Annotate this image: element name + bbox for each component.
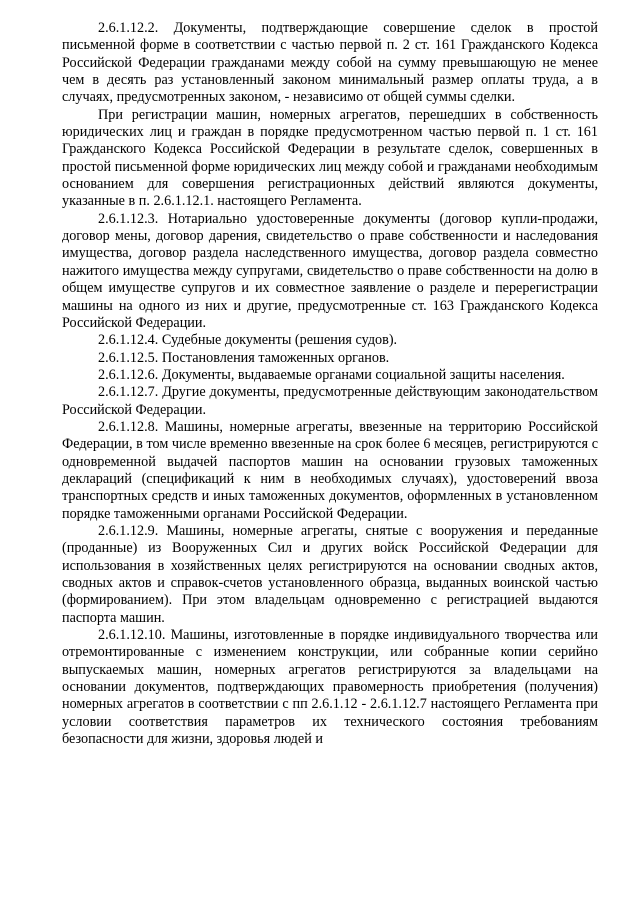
paragraph-registration-note: При регистрации машин, номерных агрегатов, перешедших в собственность юридических лиц и граждан в порядке предусмотренном частью первой п. 1 ст. 161 Гражданского Кодекса Российской Федерации в результате сделок, совершенных в простой письменной форме юридических лиц между собой и гражданами необходимым основанием для совершения регистрационных действий являются документы, указанные в п. 2.6.1.12.1. настоящего Регламента. bbox=[62, 106, 598, 210]
paragraph-2-6-1-12-10: 2.6.1.12.10. Машины, изготовленные в порядке индивидуального творчества или отремонтированные с изменением конструкции, или собранные копии серийно выпускаемых машин, номерных агрегатов регистрируются за владельцами на основании документов, подтверждающих правомерность приобретения (получения) номерных агрегатов в соответствии с пп 2.6.1.12 - 2.6.1.12.7 настоящего Регламента при условии соответствия параметров их технического состояния требованиям безопасности для жизни, здоровья людей и bbox=[62, 627, 598, 748]
paragraph-2-6-1-12-8: 2.6.1.12.8. Машины, номерные агрегаты, ввезенные на территорию Российской Федерации, в том числе временно ввезенные на срок более 6 месяцев, регистрируются с одновременной выдачей паспортов машин на основании грузовых таможенных деклараций (спецификаций к ним в необходимых случаях), удостоверений ввоза транспортных средств и иных таможенных документов, оформленных в установленном порядке таможенными органами Российской Федерации. bbox=[62, 418, 598, 522]
document-body bbox=[62, 20, 598, 748]
paragraph-2-6-1-12-6: 2.6.1.12.6. Документы, выдаваемые органами социальной защиты населения. bbox=[98, 366, 565, 383]
paragraph-2-6-1-12-7: 2.6.1.12.7. Другие документы, предусмотренные действующим законодательством Российской Федерации. bbox=[62, 384, 598, 418]
paragraph-2-6-1-12-5: 2.6.1.12.5. Постановления таможенных органов. bbox=[98, 349, 390, 366]
paragraph-2-6-1-12-4: 2.6.1.12.4. Судебные документы (решения судов). bbox=[98, 332, 398, 349]
paragraph-2-6-1-12-9: 2.6.1.12.9. Машины, номерные агрегаты, снятые с вооружения и переданные (проданные) из Вооруженных Сил и других войск Российской Федерации для использования в хозяйственных целях регистрируются на основании сводных актов, сводных актов и справок-счетов установленного образца, выданных воинской частью (формированием). При этом владельцам одновременно с регистрацией выдаются паспорта машин. bbox=[62, 522, 598, 626]
paragraph-2-6-1-12-2: 2.6.1.12.2. Документы, подтверждающие совершение сделок в простой письменной форме в соответствии с частью первой п. 2 ст. 161 Гражданского Кодекса Российской Федерации гражданами между собой на сумму превышающую не менее чем в десять раз установленный законом минимальный размер оплаты труда, а в случаях, предусмотренных законом, - независимо от общей суммы сделки. bbox=[62, 20, 598, 106]
paragraph-2-6-1-12-3: 2.6.1.12.3. Нотариально удостоверенные документы (договор купли-продажи, договор мены, договор дарения, свидетельство о праве собственности и наследования имущества, договор раздела наследственного имущества, договор раздела совместно нажитого имущества между супругами, свидетельство о праве собственности на долю в общем имуществе супругов и их совместное заявление о разделе и перерегистрации машины на одного из них и другие, предусмотренные ст. 163 Гражданского Кодекса Российской Федерации. bbox=[62, 210, 598, 331]
